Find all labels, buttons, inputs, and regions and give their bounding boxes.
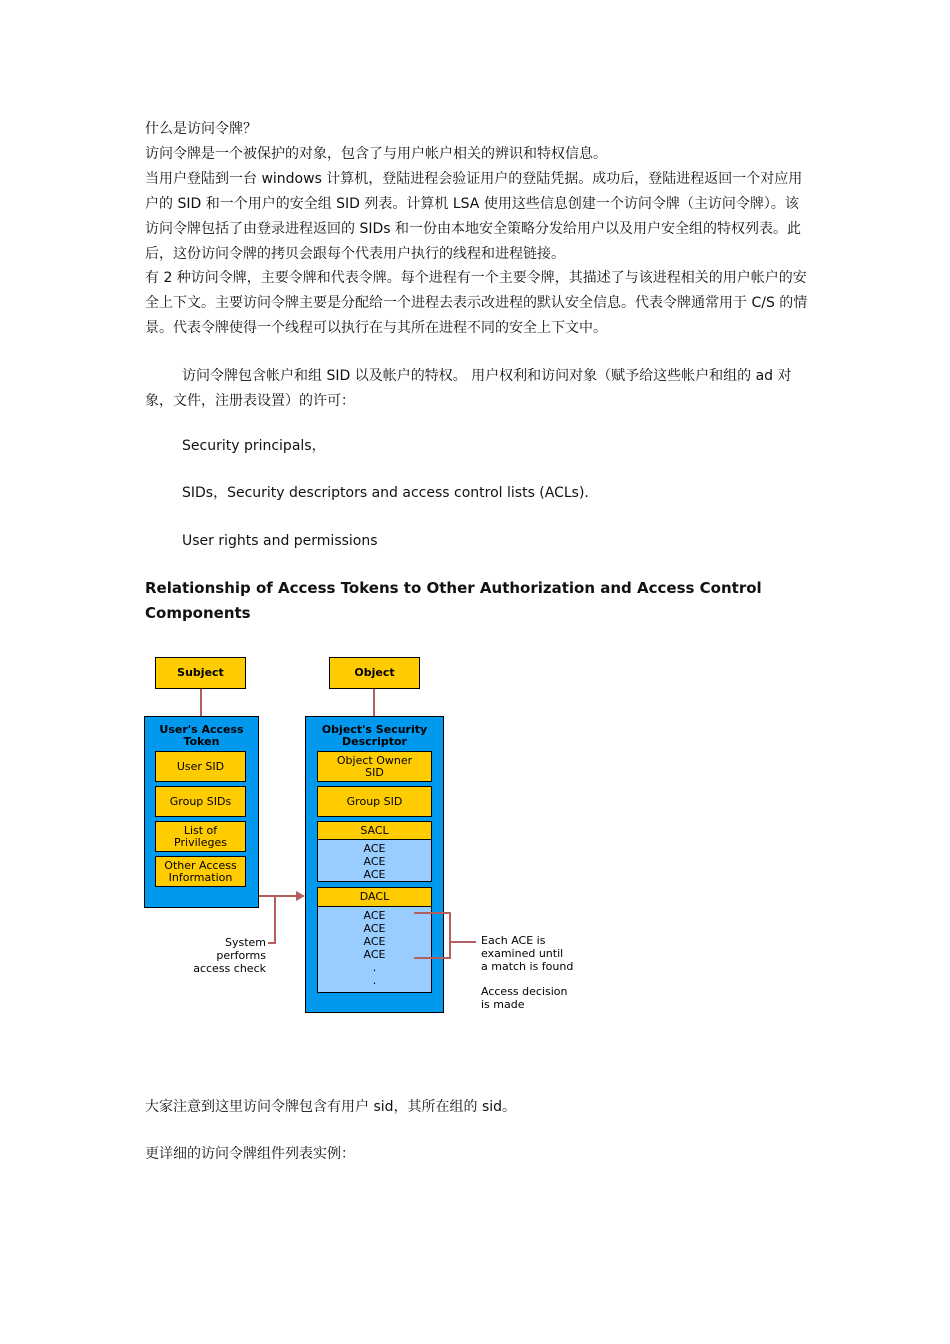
subject-box: Subject bbox=[155, 657, 246, 689]
privileges-box: List of Privileges bbox=[155, 821, 246, 852]
access-token-title: User's Access Token bbox=[159, 723, 244, 748]
ace-entry: ACE bbox=[363, 842, 386, 855]
ace-entry: ACE bbox=[363, 909, 386, 922]
list-item-user-rights: User rights and permissions bbox=[182, 533, 378, 549]
ace-entry: . bbox=[372, 961, 377, 974]
ace-bracket-top bbox=[414, 912, 450, 914]
security-descriptor-title: Object's Security Descriptor bbox=[321, 723, 428, 748]
access-check-arrowhead-icon bbox=[296, 891, 305, 901]
paragraph-logon: 当用户登陆到一台 windows 计算机，登陆进程会验证用户的登陆凭据。成功后，登陆进程返回一个对应用户的 SID 和一个用户的安全组 SID 列表。计算机 LSA 使用这些信息创建一个访问令牌（主访问令牌）。该访问令牌包括了由登录进程返回的 SIDs 和一份由本地安全策略分发给用户以及用户安全组的特权列表。此后，这份访问令牌的拷贝会跟每个代表用户执行的线程和进程链接。 bbox=[145, 171, 803, 262]
system-note-connector bbox=[274, 897, 276, 943]
ace-bracket-spine bbox=[449, 912, 451, 959]
object-box: Object bbox=[329, 657, 420, 689]
system-note-tick bbox=[268, 942, 276, 944]
system-access-check-note: System performs access check bbox=[193, 936, 266, 975]
ace-entry: . bbox=[372, 974, 377, 987]
ace-bracket-bottom bbox=[414, 957, 450, 959]
ace-entry: ACE bbox=[363, 922, 386, 935]
ace-entry: ACE bbox=[363, 948, 386, 961]
group-sid-box: Group SID bbox=[317, 786, 432, 817]
paragraph-token-types: 有 2 种访问令牌，主要令牌和代表令牌。每个进程有一个主要令牌，其描述了与该进程相关的用户帐户的安全上下文。主要访问令牌主要是分配给一个进程去表示改进程的默认安全信息。代表令牌通常用于 C/S 的情景。代表令牌使得一个线程可以执行在与其所在进程不同的安全上下文中。 bbox=[145, 270, 808, 336]
subject-connector bbox=[200, 688, 202, 717]
sacl-ace-list bbox=[317, 839, 432, 882]
ace-entry: ACE bbox=[363, 855, 386, 868]
sacl-box: SACL bbox=[317, 821, 432, 840]
diagram-heading: Relationship of Access Tokens to Other Authorization and Access Control Components bbox=[145, 579, 762, 622]
owner-sid-box: Object Owner SID bbox=[317, 751, 432, 782]
dacl-ace-list bbox=[317, 906, 432, 993]
list-item-security-principals: Security principals， bbox=[182, 438, 326, 454]
paragraph-definition: 访问令牌是一个被保护的对象，包含了与用户帐户相关的辨识和特权信息。 bbox=[145, 146, 607, 162]
ace-entry: ACE bbox=[363, 868, 386, 881]
paragraph-detail-intro: 更详细的访问令牌组件列表实例： bbox=[145, 1146, 355, 1162]
paragraph-token-contents: 访问令牌包含帐户和组 SID 以及帐户的特权。 用户权利和访问对象（赋予给这些帐户和组的 ad 对象，文件，注册表设置）的许可： bbox=[145, 368, 792, 409]
object-connector bbox=[373, 688, 375, 717]
group-sids-box: Group SIDs bbox=[155, 786, 246, 817]
ace-entry: ACE bbox=[363, 935, 386, 948]
dacl-box: DACL bbox=[317, 887, 432, 907]
paragraph-note: 大家注意到这里访问令牌包含有用户 sid，其所在组的 sid。 bbox=[145, 1099, 517, 1115]
access-decision-note: Access decision is made bbox=[481, 985, 568, 1011]
other-info-box: Other Access Information bbox=[155, 856, 246, 887]
list-item-sids-acls: SIDs，Security descriptors and access control lists (ACLs). bbox=[182, 485, 589, 501]
ace-examined-note: Each ACE is examined until a match is found bbox=[481, 934, 574, 973]
user-sid-box: User SID bbox=[155, 751, 246, 782]
access-check-arrow-line bbox=[259, 895, 297, 897]
question-title: 什么是访问令牌？ bbox=[145, 121, 257, 137]
ace-bracket-pointer bbox=[450, 941, 476, 943]
